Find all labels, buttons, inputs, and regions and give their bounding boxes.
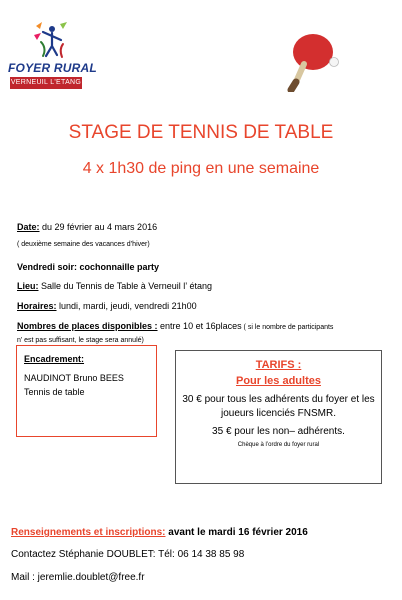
date-note: ( deuxième semaine des vacances d’hiver) [17,241,150,248]
date-label: Date: [17,222,40,232]
seats-label: Nombres de places disponibles : [17,321,158,331]
seats-note-cont: n’ est pas suffisant, le stage sera annulé) [17,337,144,344]
hours-line [17,301,197,311]
logo-town: VERNEUIL L'ETANG [10,77,82,89]
seats-value: entre 10 et 16places [157,321,242,331]
tarifs-category: Pour les adultes [236,375,321,387]
member-price-1: 30 € pour tous les adhérents du foyer et les [182,394,375,405]
deadline: avant le mardi 16 février 2016 [165,527,308,538]
date-value: du 29 février au 4 mars 2016 [39,222,158,232]
logo-name: FOYER RURAL [8,61,97,75]
ping-pong-paddle-icon [286,30,342,92]
supervision-label: Encadrement: [24,354,85,364]
page-title: STAGE DE TENNIS DE TABLE [68,122,334,143]
tarifs-box [175,350,382,484]
member-price-2: joueurs licenciés FNSMR. [220,408,337,419]
evening-event: Vendredi soir: cochonnaille party [17,262,160,272]
place-line [17,281,212,291]
payment-note: Chèque à l’ordre du foyer rural [237,442,320,448]
contact-phone: Contactez Stéphanie DOUBLET: Tél: 06 14 38 85 98 [11,549,245,560]
hours-label: Horaires: [17,301,57,311]
contact-mail: Mail : jeremlie.doublet@free.fr [11,572,145,583]
date-line [17,222,157,232]
place-value: Salle du Tennis de Table à Verneuil l’ étang [38,281,212,291]
contact-label: Renseignements et inscriptions: [11,527,166,538]
seats-line [17,321,333,331]
contact-line [11,527,308,538]
tarifs-label: TARIFS : [255,359,302,371]
page-subtitle: 4 x 1h30 de ping en une semaine [82,160,320,177]
place-label: Lieu: [17,281,39,291]
foyer-rural-logo [8,20,97,90]
non-member-price: 35 € pour les non– adhérents. [212,426,345,437]
supervisor-role: Tennis de table [24,387,85,397]
figures-icon [32,20,70,60]
supervisor-name: NAUDINOT Bruno BEES [24,373,124,383]
seats-note: ( si le nombre de participants [241,324,334,331]
supervision-box [16,345,157,437]
hours-value: lundi, mardi, jeudi, vendredi 21h00 [56,301,197,311]
